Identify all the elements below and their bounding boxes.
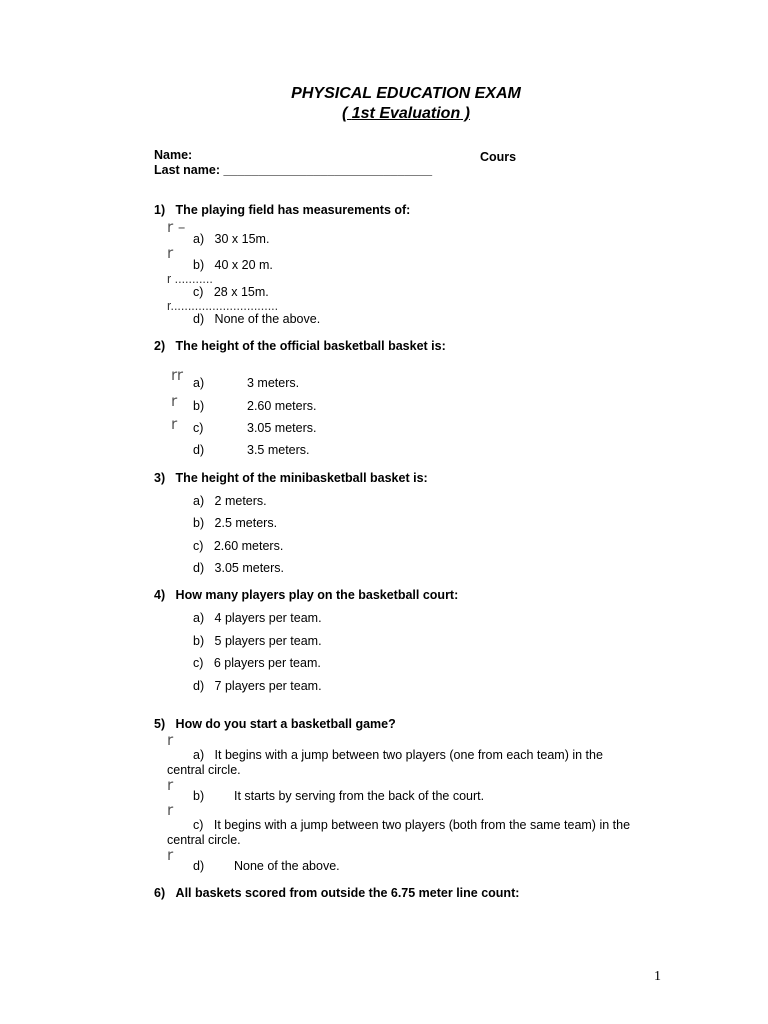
option-text: 3.05 meters. xyxy=(214,561,285,575)
option-text: 3.5 meters. xyxy=(247,443,310,457)
question-text: All baskets scored from outside the 6.75 meter line count: xyxy=(175,886,520,900)
option-row[interactable] xyxy=(193,561,284,575)
option-row[interactable] xyxy=(193,258,273,272)
question-number: 5) xyxy=(154,717,166,731)
answer-mark: r xyxy=(171,392,178,410)
option-text: 3 meters. xyxy=(247,376,300,390)
option-letter: d) xyxy=(193,561,205,575)
option-letter: c) xyxy=(193,818,204,832)
answer-mark: r xyxy=(171,415,178,433)
subtitle-text: 1st Evaluation xyxy=(351,105,461,122)
option-row[interactable] xyxy=(193,679,322,693)
page-number: 1 xyxy=(654,969,661,984)
question-6 xyxy=(154,886,519,900)
option-row[interactable] xyxy=(193,312,320,326)
option-text: 30 x 15m. xyxy=(214,232,270,246)
option-row[interactable] xyxy=(193,494,267,508)
answer-mark: r – xyxy=(167,218,186,236)
option-letter[interactable]: d) xyxy=(193,443,205,457)
answer-mark: r xyxy=(167,244,174,262)
option-letter: a) xyxy=(193,494,205,508)
option-text: 3.05 meters. xyxy=(247,421,317,435)
option-letter: d) xyxy=(193,679,205,693)
name-label: Name: xyxy=(154,148,193,162)
question-2 xyxy=(154,339,446,353)
question-text: The playing field has measurements of: xyxy=(175,203,411,217)
option-letter: c) xyxy=(193,539,204,553)
option-letter: b) xyxy=(193,258,205,272)
option-letter: b) xyxy=(193,516,205,530)
answer-mark: r xyxy=(167,801,174,819)
subtitle-close: ) xyxy=(460,105,471,122)
course-label: Cours xyxy=(480,150,517,164)
option-letter: d) xyxy=(193,312,205,326)
option-letter: c) xyxy=(193,285,204,299)
option-text: It starts by serving from the back of the court. xyxy=(234,789,485,803)
option-letter: b) xyxy=(193,634,205,648)
option-text: None of the above. xyxy=(234,859,340,873)
option-text: 5 players per team. xyxy=(214,634,322,648)
option-row[interactable] xyxy=(193,232,269,246)
option-row[interactable] xyxy=(193,818,630,832)
exam-title: PHYSICAL EDUCATION EXAM xyxy=(291,85,521,102)
option-letter[interactable]: d) xyxy=(193,859,205,873)
question-5 xyxy=(154,717,396,731)
option-continuation: central circle. xyxy=(167,763,241,777)
option-text: 4 players per team. xyxy=(214,611,322,625)
option-row[interactable] xyxy=(193,285,269,299)
answer-mark: rr xyxy=(171,366,184,384)
option-text: 6 players per team. xyxy=(213,656,321,670)
option-text: 2 meters. xyxy=(214,494,267,508)
option-letter: c) xyxy=(193,656,204,670)
last-name-label: Last name: ______________________________ xyxy=(154,163,433,177)
option-text: 28 x 15m. xyxy=(213,285,269,299)
question-number: 4) xyxy=(154,588,166,602)
option-text: 7 players per team. xyxy=(214,679,322,693)
question-number: 3) xyxy=(154,471,166,485)
exam-subtitle xyxy=(0,105,768,123)
option-text: 2.60 meters. xyxy=(213,539,284,553)
option-letter[interactable]: b) xyxy=(193,399,205,413)
question-1 xyxy=(154,203,410,217)
option-row[interactable] xyxy=(193,748,603,762)
option-text: 40 x 20 m. xyxy=(214,258,273,272)
answer-mark: r ........... xyxy=(167,272,213,286)
option-row[interactable] xyxy=(193,516,277,530)
question-text: The height of the minibasketball basket is: xyxy=(175,471,428,485)
option-letter[interactable]: c) xyxy=(193,421,204,435)
option-text: 2.5 meters. xyxy=(214,516,278,530)
question-text: The height of the official basketball basket is: xyxy=(175,339,446,353)
option-text: It begins with a jump between two players (one from each team) in the xyxy=(214,748,603,762)
option-letter[interactable]: a) xyxy=(193,376,205,390)
option-letter: a) xyxy=(193,611,205,625)
question-number: 1) xyxy=(154,203,166,217)
option-letter[interactable]: b) xyxy=(193,789,205,803)
answer-mark: r............................... xyxy=(167,299,279,313)
question-text: How do you start a basketball game? xyxy=(175,717,396,731)
option-text: None of the above. xyxy=(214,312,321,326)
option-row[interactable] xyxy=(193,611,322,625)
question-number: 2) xyxy=(154,339,166,353)
question-text: How many players play on the basketball court: xyxy=(175,588,459,602)
option-text: It begins with a jump between two players (both from the same team) in the xyxy=(213,818,631,832)
question-number: 6) xyxy=(154,886,166,900)
option-row[interactable] xyxy=(193,656,321,670)
answer-mark: r xyxy=(167,846,174,864)
question-3 xyxy=(154,471,428,485)
answer-mark: r xyxy=(167,731,174,749)
option-row[interactable] xyxy=(193,634,322,648)
option-continuation: central circle. xyxy=(167,833,241,847)
option-text: 2.60 meters. xyxy=(247,399,317,413)
option-row[interactable] xyxy=(193,539,283,553)
answer-mark: r xyxy=(167,776,174,794)
question-4 xyxy=(154,588,458,602)
option-letter: a) xyxy=(193,232,205,246)
subtitle-open: ( xyxy=(341,105,352,122)
option-letter: a) xyxy=(193,748,205,762)
